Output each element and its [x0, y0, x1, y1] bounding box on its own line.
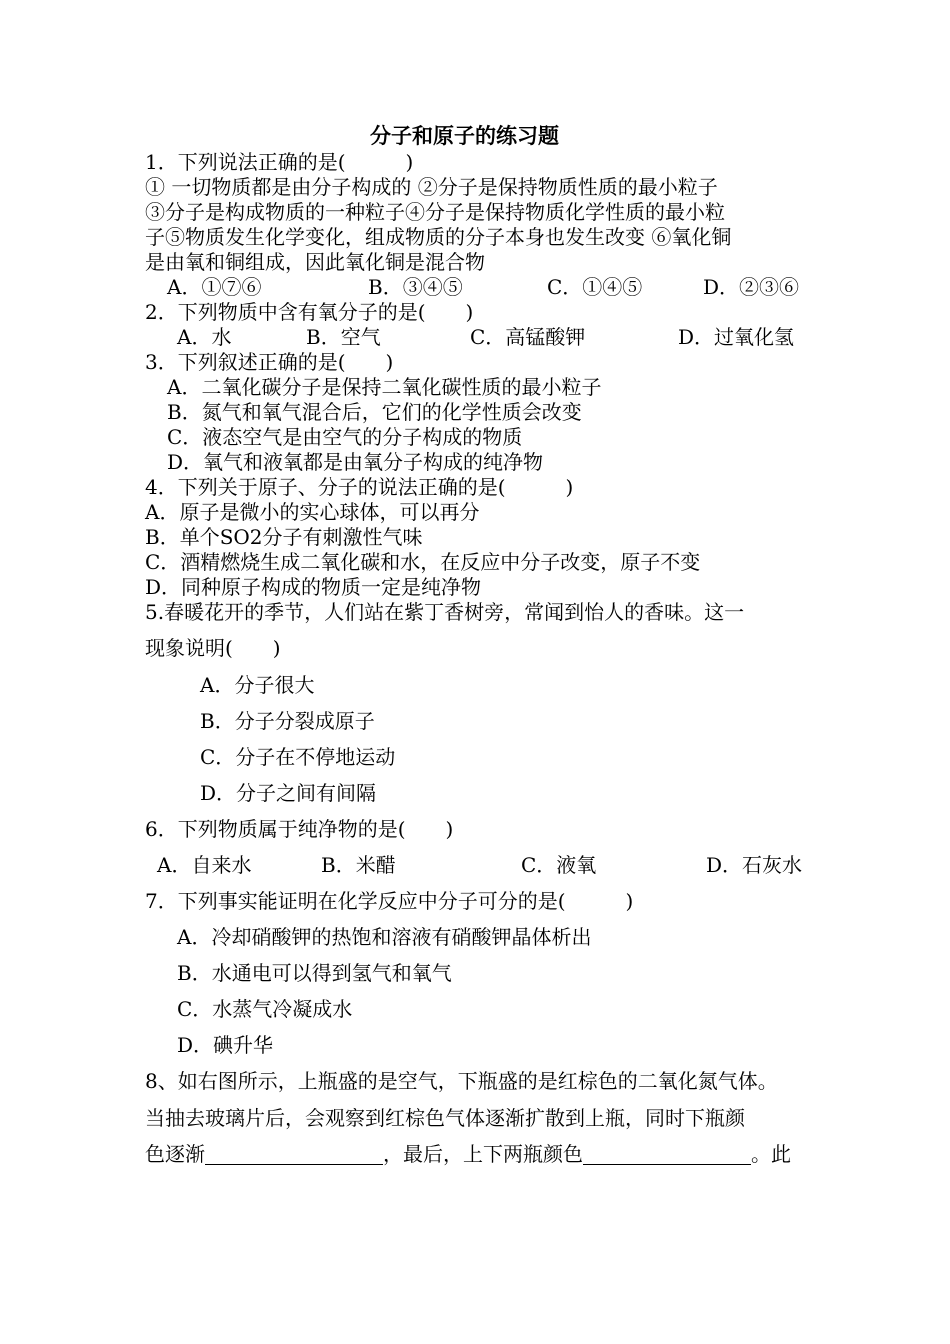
q4-stem: 4．下列关于原子、分子的说法正确的是( )	[145, 475, 574, 499]
q6-stem: 6．下列物质属于纯净物的是( )	[145, 817, 454, 841]
q1-option-c: C．①④⑤	[547, 275, 643, 299]
q3-option-a: A．二氧化碳分子是保持二氧化碳性质的最小粒子	[167, 375, 602, 399]
q8-text-line: 当抽去玻璃片后，会观察到红棕色气体逐渐扩散到上瓶，同时下瓶颜	[145, 1106, 745, 1130]
q2-stem: 2．下列物质中含有氧分子的是( )	[145, 300, 474, 324]
q6-option-a: A．自来水	[157, 853, 252, 877]
q1-stem: 1．下列说法正确的是( )	[145, 150, 414, 174]
q1-statement-line: ③分子是构成物质的一种粒子④分子是保持物质化学性质的最小粒	[145, 200, 725, 224]
q2-option-c: C．高锰酸钾	[470, 325, 586, 349]
q6-option-b: B．米醋	[321, 853, 396, 877]
q7-option-d: D．碘升华	[177, 1033, 274, 1057]
q5-option-a: A．分子很大	[200, 673, 315, 697]
q6-option-d: D．石灰水	[706, 853, 803, 877]
q5-option-d: D．分子之间有间隔	[200, 781, 377, 805]
q1-statement-line: 子⑤物质发生化学变化，组成物质的分子本身也发生改变 ⑥氧化铜	[145, 225, 732, 249]
q1-option-b: B．③④⑤	[368, 275, 463, 299]
q1-option-a: A．①⑦⑥	[167, 275, 262, 299]
q1-option-d: D．②③⑥	[703, 275, 800, 299]
q5-option-b: B．分子分裂成原子	[200, 709, 375, 733]
q5-stem: 5.春暖花开的季节，人们站在紫丁香树旁，常闻到怡人的香味。这一	[145, 600, 745, 624]
q3-option-d: D．氧气和液氧都是由氧分子构成的纯净物	[167, 450, 544, 474]
q3-option-c: C．液态空气是由空气的分子构成的物质	[167, 425, 523, 449]
q7-option-c: C．水蒸气冷凝成水	[177, 997, 353, 1021]
q6-option-c: C．液氧	[521, 853, 597, 877]
q7-stem: 7．下列事实能证明在化学反应中分子可分的是( )	[145, 889, 634, 913]
answer-blank-1[interactable]	[205, 1144, 383, 1165]
q5-stem: 现象说明( )	[145, 636, 281, 660]
answer-blank-2[interactable]	[583, 1144, 751, 1165]
q4-option-d: D．同种原子构成的物质一定是纯净物	[145, 575, 482, 599]
q8-text-segment: 色逐渐	[145, 1142, 205, 1166]
q5-option-c: C．分子在不停地运动	[200, 745, 396, 769]
q8-text-segment: ，最后，上下两瓶颜色	[383, 1142, 583, 1166]
q7-option-b: B．水通电可以得到氢气和氧气	[177, 961, 452, 985]
q8-text-segment: 。此	[751, 1142, 791, 1166]
q7-option-a: A．冷却硝酸钾的热饱和溶液有硝酸钾晶体析出	[177, 925, 592, 949]
q3-stem: 3．下列叙述正确的是( )	[145, 350, 394, 374]
q8-text-line	[145, 1142, 791, 1166]
q4-option-c: C．酒精燃烧生成二氧化碳和水，在反应中分子改变，原子不变	[145, 550, 701, 574]
q1-statement-line: ① 一切物质都是由分子构成的 ②分子是保持物质性质的最小粒子	[145, 175, 718, 199]
q1-statement-line: 是由氧和铜组成，因此氧化铜是混合物	[145, 250, 485, 274]
q4-option-b: B．单个SO2分子有刺激性气味	[145, 525, 423, 549]
q8-text-line: 8、如右图所示，上瓶盛的是空气，下瓶盛的是红棕色的二氧化氮气体。	[145, 1069, 778, 1093]
q2-option-d: D．过氧化氢	[678, 325, 795, 349]
q3-option-b: B．氮气和氧气混合后，它们的化学性质会改变	[167, 400, 582, 424]
q2-option-b: B．空气	[306, 325, 381, 349]
q4-option-a: A．原子是微小的实心球体，可以再分	[145, 500, 480, 524]
page-title: 分子和原子的练习题	[370, 123, 559, 148]
q2-option-a: A．水	[177, 325, 232, 349]
